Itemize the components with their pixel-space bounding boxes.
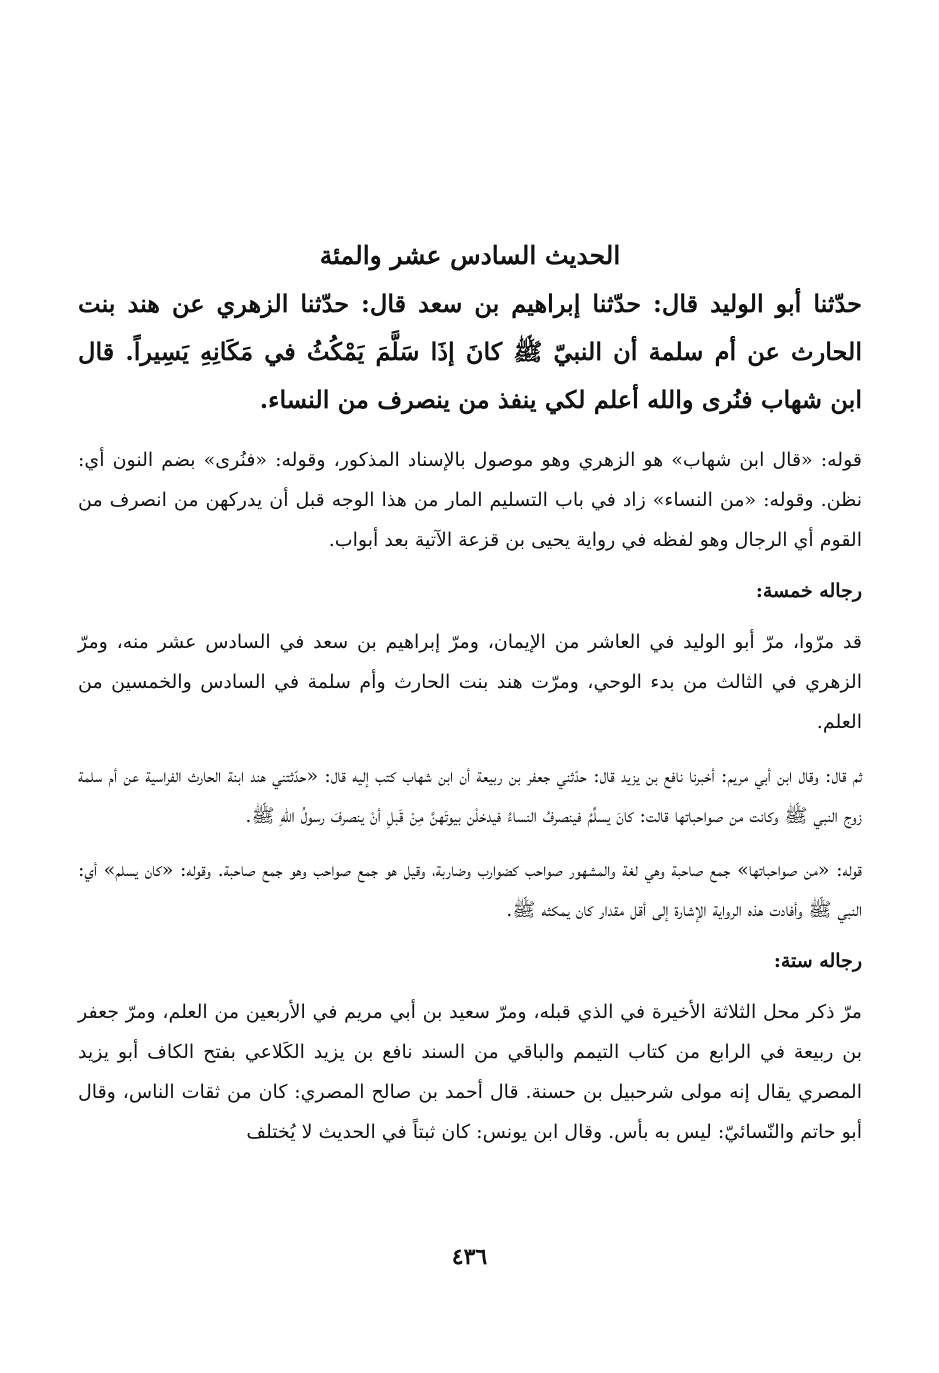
document-page	[78, 238, 862, 1166]
hadith-title: الحديث السادس عشر والمئة	[319, 241, 621, 270]
narrators-paragraph-2: مرّ ذكر محل الثلاثة الأخيرة في الذي قبله، ومرّ سعيد بن أبي مريم في الأربعين من العلم، ومرّ جعفر بن ربيعة في الرابع من كتاب التيمم والباقي من السند نافع بن يزيد الكَلاعي بفتح الكاف أبو يزيد المصري يقال إنه مولى شرحبيل بن حسنة. قال أحمد بن صالح المصري: كان من ثقات الناس، وقال أبو حاتم والنّسائيّ: ليس به بأس. وقال ابن يونس: كان ثبتاً في الحديث لا يُختلف	[78, 1001, 862, 1143]
narrators-paragraph-1: قد مرّوا، مرّ أبو الوليد في العاشر من الإيمان، ومرّ إبراهيم بن سعد في السادس عشر منه، ومرّ الزهري في الثالث من بدء الوحي، ومرّت هند بنت الحارث وأم سلمة في السادس والخمسين من العلم.	[78, 631, 862, 733]
narrators-heading-2: رجاله ستة:	[773, 950, 862, 972]
commentary-paragraph-1: قوله: «قال ابن شهاب» هو الزهري وهو موصول بالإسناد المذكور، وقوله: «فنُرى» بضم النون أي: نظن. وقوله: «من النساء» زاد في باب التسليم المار من هذا الوجه قبل أن يدركهن من انصرف من القوم أي الرجال وهو لفظه في رواية يحيى بن قزعة الآتية بعد أبواب.	[78, 449, 862, 551]
hadith-text: حدّثنا أبو الوليد قال: حدّثنا إبراهيم بن سعد قال: حدّثنا الزهري عن هند بنت الحارث عن أم سلمة أن النبيّ ﷺ كانَ إذَا سَلَّمَ يَمْكُثُ في مَكَانِهِ يَسِيراً. قال ابن شهاب فنُرى والله أعلم لكي ينفذ من ينصرف من النساء.	[78, 289, 862, 414]
narrators-heading-1: رجاله خمسة:	[755, 580, 862, 602]
commentary-paragraph-2: قوله: «من صواحباتها» جمع صاحبة وهي لغة والمشهور صواحب كضوارب وضاربة، وقيل هو جمع صواحب وهو جمع صاحبة. وقوله: «كان يسلم» أي: النبي ﷺ وأفادت هذه الرواية الإشارة إلى أقل مقدار كان يمكثه ﷺ.	[78, 859, 862, 921]
additional-narration-paragraph: ثم قال: وقال ابن أبي مريم: أخبرنا نافع بن يزيد قال: حدّثني جعفر بن ربيعة أن ابن شهاب كتب إليه قال: «حدّثتني هند ابنة الحارث الفراسية عن أم سلمة زوج النبي ﷺ وكانت من صواحباتها قالت: كانَ يسلِّمُ فينصرفُ النساءُ فيدخلْن بيوتَهنَّ مِنْ قَبلِ أنْ ينصرفَ رسولُ اللهِ ﷺ.	[78, 765, 862, 827]
page-number: ٤٣٦	[451, 1244, 488, 1270]
